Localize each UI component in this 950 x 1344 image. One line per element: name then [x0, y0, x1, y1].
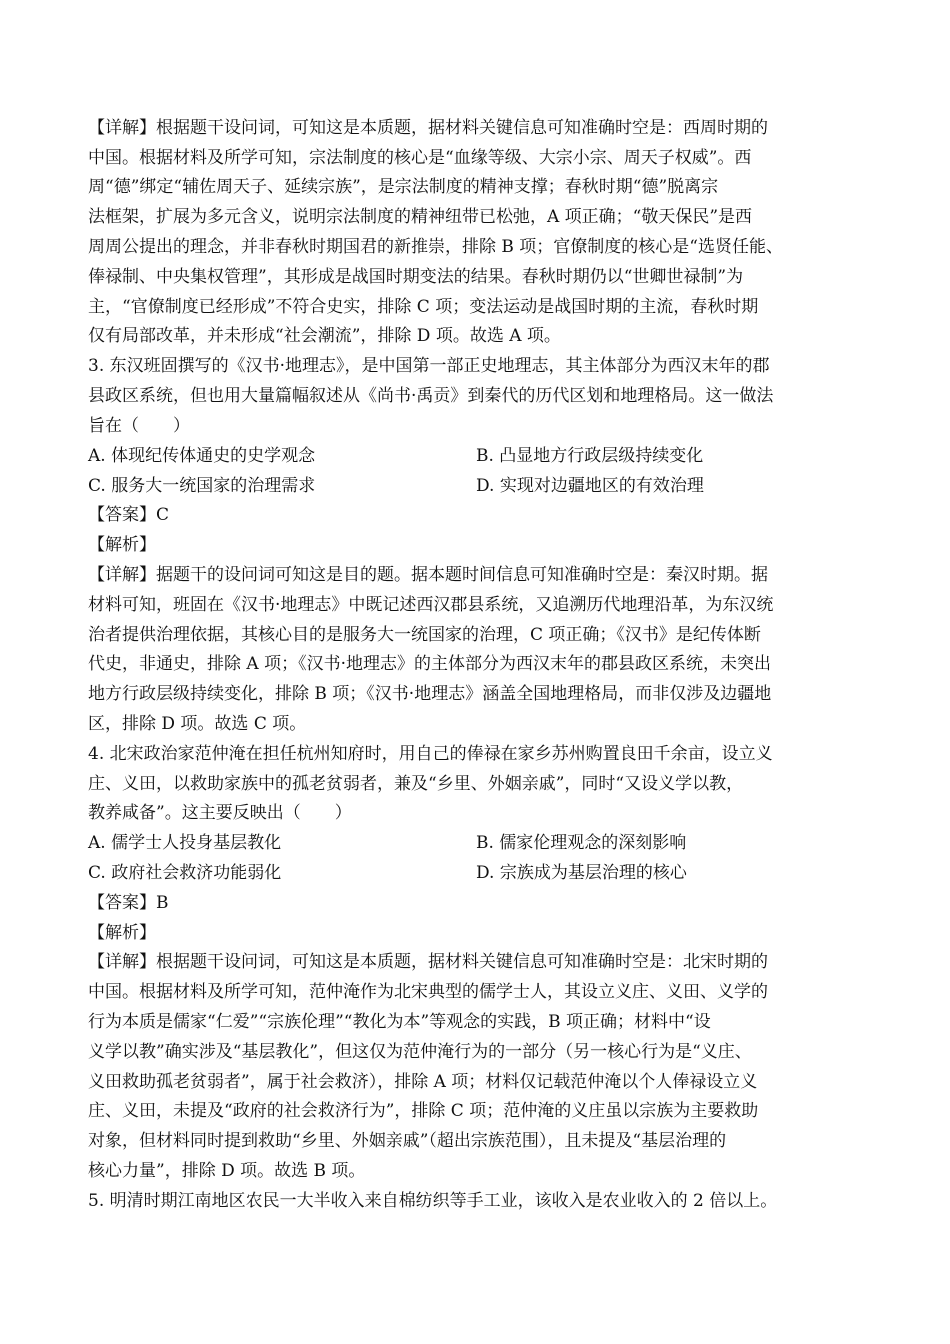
q4-detail-line: 义田救助孤老贫弱者”，属于社会救济），排除 A 项；材料仅记载范仲淹以个人俸禄设立义 — [88, 1072, 758, 1092]
q3-stem-line: 旨在（ ） — [88, 416, 190, 436]
q2-detail-line: 仅有局部改革，并未形成“社会潮流”，排除 D 项。故选 A 项。 — [88, 326, 561, 346]
q4-detail-line: 对象，但材料同时提到救助“乡里、外姻亲戚”（超出宗族范围），且未提及“基层治理的 — [88, 1131, 727, 1151]
q4-detail-line: 核心力量”，排除 D 项。故选 B 项。 — [88, 1161, 366, 1181]
q4-stem-line: 庄、义田，以救助家族中的孤老贫弱者，兼及“乡里、外姻亲戚”，同时“又设义学以教， — [88, 774, 744, 794]
q3-detail-line: 地方行政层级持续变化，排除 B 项；《汉书·地理志》涵盖全国地理格局，而非仅涉及边疆地 — [88, 684, 772, 704]
q3-option-d: D. 实现对边疆地区的有效治理 — [476, 476, 704, 496]
q5-stem-line: 5. 明清时期江南地区农民一大半收入来自棉纺织等手工业，该收入是农业收入的 2 倍以上。 — [88, 1191, 778, 1211]
q3-answer: 【答案】C — [88, 505, 170, 525]
q3-detail-line: 【详解】据题干的设问词可知这是目的题。据本题时间信息可知准确时空是：秦汉时期。据 — [88, 565, 768, 585]
q4-detail-line: 行为本质是儒家“仁爱”“宗族伦理”“教化为本”等观念的实践，B 项正确；材料中“设 — [88, 1012, 711, 1032]
q2-detail-line: 法框架，扩展为多元含义，说明宗法制度的精神纽带已松弛，A 项正确；“敬天保民”是西 — [88, 207, 753, 227]
q2-detail-line: 俸禄制、中央集权管理”，其形成是战国时期变法的结果。春秋时期仍以“世卿世禄制”为 — [88, 267, 744, 287]
q2-detail-line: 【详解】根据题干设问词，可知这是本质题，据材料关键信息可知准确时空是：西周时期的 — [88, 118, 768, 138]
q4-detail-line: 义学以教”确实涉及“基层教化”，但这仅为范仲淹行为的一部分（另一核心行为是“义庄、 — [88, 1042, 752, 1062]
q3-option-a: A. 体现纪传体通史的史学观念 — [88, 446, 316, 466]
q4-option-d: D. 宗族成为基层治理的核心 — [476, 863, 687, 883]
q3-option-b: B. 凸显地方行政层级持续变化 — [476, 446, 704, 466]
q3-detail-line: 材料可知，班固在《汉书·地理志》中既记述西汉郡县系统，又追溯历代地理沿革，为东汉统 — [88, 595, 774, 615]
q4-answer: 【答案】B — [88, 893, 169, 913]
q2-detail-line: 周“德”绑定“辅佐周天子、延续宗族”，是宗法制度的精神支撑；春秋时期“德”脱离宗 — [88, 177, 719, 197]
q4-detail-line: 庄、义田，未提及“政府的社会救济行为”，排除 C 项；范仲淹的义庄虽以宗族为主要救助 — [88, 1101, 759, 1121]
q2-detail-line: 主，“官僚制度已经形成”不符合史实，排除 C 项；变法运动是战国时期的主流，春秋时期 — [88, 297, 759, 317]
q4-option-a: A. 儒学士人投身基层教化 — [88, 833, 282, 853]
q3-detail-line: 区，排除 D 项。故选 C 项。 — [88, 714, 307, 734]
q3-detail-line: 代史，非通史，排除 A 项；《汉书·地理志》的主体部分为西汉末年的郡县政区系统，未突出 — [88, 654, 771, 674]
q3-option-c: C. 服务大一统国家的治理需求 — [88, 476, 316, 496]
q3-stem-line: 县政区系统，但也用大量篇幅叙述从《尚书·禹贡》到秦代的历代区划和地理格局。这一做法 — [88, 386, 774, 406]
q4-detail-line: 中国。根据材料及所学可知，范仲淹作为北宋典型的儒学士人，其设立义庄、义田、义学的 — [88, 982, 768, 1002]
q3-stem-line: 3. 东汉班固撰写的《汉书·地理志》，是中国第一部正史地理志，其主体部分为西汉末年的郡 — [88, 356, 770, 376]
q4-stem-line: 4. 北宋政治家范仲淹在担任杭州知府时，用自己的俸禄在家乡苏州购置良田千余亩，设立义 — [88, 744, 773, 764]
q4-option-c: C. 政府社会救济功能弱化 — [88, 863, 282, 883]
q4-detail-line: 【详解】根据题干设问词，可知这是本质题，据材料关键信息可知准确时空是：北宋时期的 — [88, 952, 768, 972]
q4-stem-line: 教养咸备”。这主要反映出（ ） — [88, 803, 352, 823]
q2-detail-line: 中国。根据材料及所学可知，宗法制度的核心是“血缘等级、大宗小宗、周天子权威”。西 — [88, 148, 752, 168]
q4-option-b: B. 儒家伦理观念的深刻影响 — [476, 833, 687, 853]
q3-detail-line: 治者提供治理依据，其核心目的是服务大一统国家的治理，C 项正确；《汉书》是纪传体断 — [88, 625, 761, 645]
q3-analysis-label: 【解析】 — [88, 535, 156, 555]
q2-detail-line: 周周公提出的理念，并非春秋时期国君的新推崇，排除 B 项；官僚制度的核心是“选贤任能、 — [88, 237, 783, 257]
q4-analysis-label: 【解析】 — [88, 923, 156, 943]
